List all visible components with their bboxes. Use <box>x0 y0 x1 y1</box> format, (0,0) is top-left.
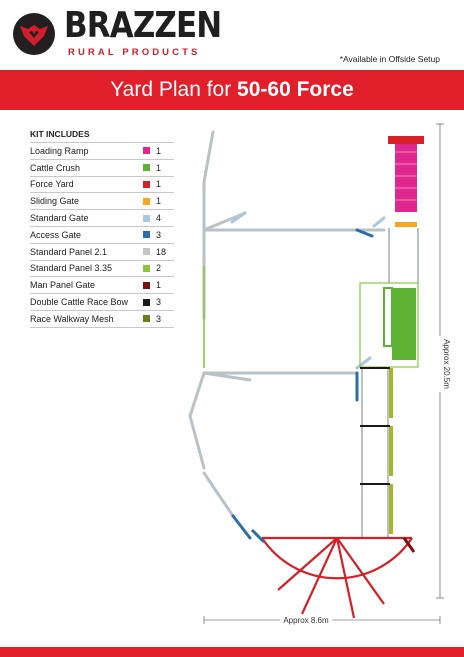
kit-item-qty: 3 <box>156 297 162 308</box>
kit-item-name: Standard Panel 3.35 <box>30 263 113 274</box>
footer-bar <box>0 647 464 657</box>
kit-item-name: Standard Gate <box>30 213 89 224</box>
brand-subtitle: RURAL PRODUCTS <box>68 47 201 58</box>
kit-item-qty: 1 <box>156 280 162 291</box>
width-dimension-label: Approx 8.6m <box>283 616 329 625</box>
left-fence <box>190 132 384 516</box>
kit-item-name: Loading Ramp <box>30 145 89 156</box>
kit-item-name: Double Cattle Race Bow <box>30 297 129 308</box>
yard-plan-diagram <box>0 118 464 648</box>
brazzen-logo-icon <box>12 12 56 56</box>
kit-item-name: Force Yard <box>30 179 74 190</box>
offside-note: *Available in Offside Setup <box>339 54 440 64</box>
kit-item-qty: 4 <box>156 213 162 224</box>
kit-item-qty: 18 <box>156 246 167 257</box>
kit-item-qty: 1 <box>156 196 162 207</box>
kit-title: KIT INCLUDES <box>30 129 90 139</box>
kit-item-qty: 1 <box>156 179 162 190</box>
sliding-gate <box>395 222 417 227</box>
cattle-crush <box>392 288 416 360</box>
kit-item-name: Man Panel Gate <box>30 280 96 291</box>
kit-item-name: Cattle Crush <box>30 162 81 173</box>
access-gates <box>233 230 372 538</box>
kit-item-qty: 1 <box>156 162 162 173</box>
race-bows <box>360 368 390 484</box>
force-yard <box>262 538 412 618</box>
kit-item-name: Access Gate <box>30 229 82 240</box>
title-banner <box>0 70 464 110</box>
kit-item-qty: 1 <box>156 145 162 156</box>
kit-item-qty: 3 <box>156 229 162 240</box>
kit-item-qty: 3 <box>156 313 162 324</box>
kit-item-name: Standard Panel 2.1 <box>30 246 108 257</box>
brand-name: BRAZZEN <box>64 5 222 46</box>
header <box>0 0 464 68</box>
kit-item-name: Sliding Gate <box>30 196 80 207</box>
height-dimension-label: Approx 20.5m <box>442 339 451 389</box>
kit-item-name: Race Walkway Mesh <box>30 313 114 324</box>
kit-item-qty: 2 <box>156 263 162 274</box>
title-bold: 50-60 Force <box>237 78 354 101</box>
title-prefix: Yard Plan for <box>110 78 238 101</box>
standard-gates <box>232 213 384 368</box>
